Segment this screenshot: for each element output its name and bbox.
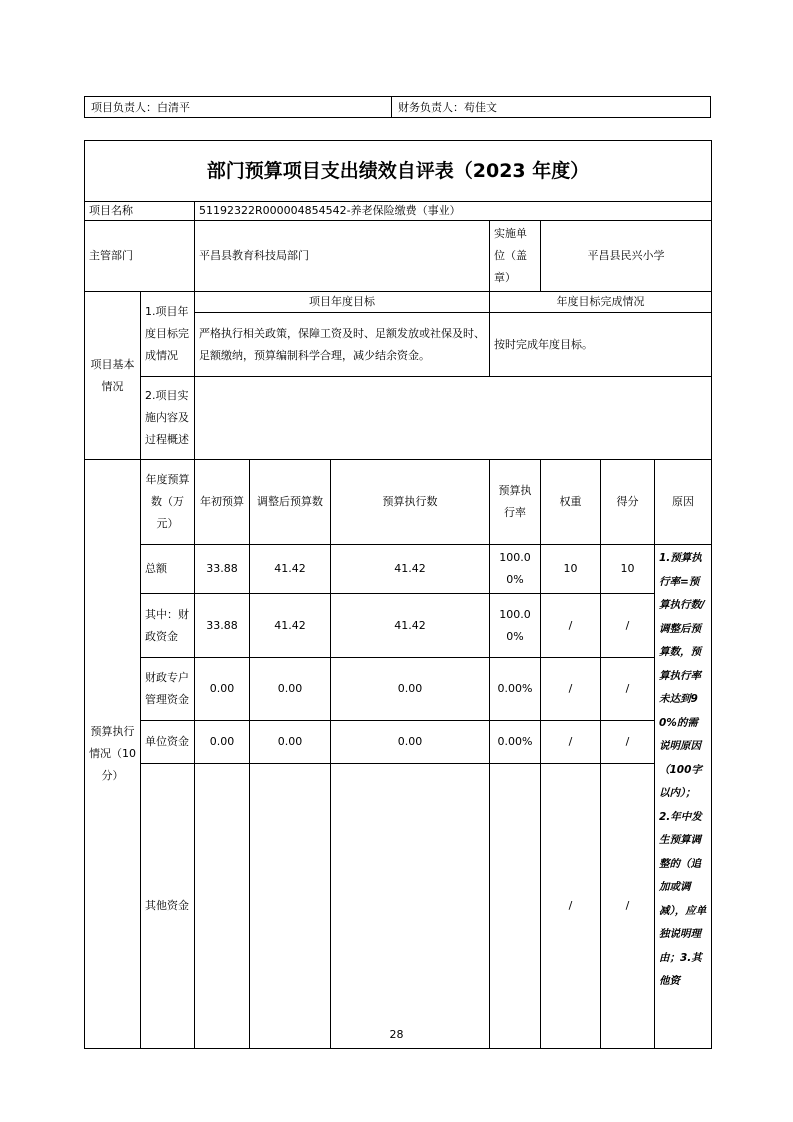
cell-score: / [601,594,655,658]
header-annual-budget: 年度预算数（万元） [141,460,195,545]
cell-adjusted: 0.00 [250,658,331,721]
row-name: 其他资金 [141,764,195,1049]
cell-executed: 0.00 [331,721,490,764]
cell-initial: 33.88 [195,545,250,594]
cell-initial: 33.88 [195,594,250,658]
header-adjusted: 调整后预算数 [250,460,331,545]
cell-adjusted: 41.42 [250,594,331,658]
header-reason: 原因 [655,460,712,545]
row-name: 其中：财政资金 [141,594,195,658]
cell-score: 10 [601,545,655,594]
cell-score: / [601,721,655,764]
project-lead: 项目负责人：白清平 [85,97,392,117]
basic-label: 项目基本情况 [85,292,141,460]
cell-executed [331,764,490,1049]
cell-rate: 0.00% [490,721,541,764]
cell-score: / [601,764,655,1049]
impl-content [195,377,712,460]
cell-score: / [601,658,655,721]
header-initial: 年初预算 [195,460,250,545]
cell-weight: / [541,721,601,764]
dept-label: 主管部门 [85,221,195,292]
cell-weight: / [541,764,601,1049]
cell-initial: 0.00 [195,721,250,764]
cell-executed: 41.42 [331,594,490,658]
project-name: 51192322R000004854542-养老保险缴费（事业） [195,202,712,221]
done-text: 按时完成年度目标。 [490,313,712,377]
header-weight: 权重 [541,460,601,545]
cell-weight: / [541,658,601,721]
goal-header: 项目年度目标 [195,292,490,313]
page-number: 28 [389,1028,404,1041]
table-title: 部门预算项目支出绩效自评表（2023 年度） [85,141,712,202]
cell-initial: 0.00 [195,658,250,721]
done-header: 年度目标完成情况 [490,292,712,313]
goal-label: 1.项目年度目标完成情况 [141,292,195,377]
cell-rate: 100.00% [490,545,541,594]
goal-text: 严格执行相关政策，保障工资及时、足额发放或社保及时、足额缴纳，预算编制科学合理，减少结余资金。 [195,313,490,377]
header-rate: 预算执行率 [490,460,541,545]
cell-adjusted: 0.00 [250,721,331,764]
cell-rate: 100.00% [490,594,541,658]
cell-executed: 41.42 [331,545,490,594]
cell-weight: / [541,594,601,658]
impl-content-label: 2.项目实施内容及过程概述 [141,377,195,460]
row-name: 单位资金 [141,721,195,764]
cell-initial [195,764,250,1049]
impl-unit: 平昌县民兴小学 [541,221,712,292]
dept: 平昌县教育科技局部门 [195,221,490,292]
row-name: 总额 [141,545,195,594]
cell-weight: 10 [541,545,601,594]
cell-adjusted [250,764,331,1049]
header-score: 得分 [601,460,655,545]
impl-label: 实施单位（盖章） [490,221,541,292]
project-name-label: 项目名称 [85,202,195,221]
cell-rate: 0.00% [490,658,541,721]
cell-rate [490,764,541,1049]
reason-note: 1.预算执行率=预算执行数/调整后预算数，预算执行率未达到90%的需说明原因（100字以内）；2.年中发生预算调整的（追加或调减），应单独说明理由；3.其他资 [655,545,712,1049]
header-executed: 预算执行数 [331,460,490,545]
self-evaluation-table [84,140,712,1049]
finance-lead: 财务负责人：苟佳文 [398,101,497,114]
responsible-persons [84,96,711,118]
budget-label: 预算执行情况（10分） [85,460,141,1049]
cell-adjusted: 41.42 [250,545,331,594]
row-name: 财政专户管理资金 [141,658,195,721]
cell-executed: 0.00 [331,658,490,721]
